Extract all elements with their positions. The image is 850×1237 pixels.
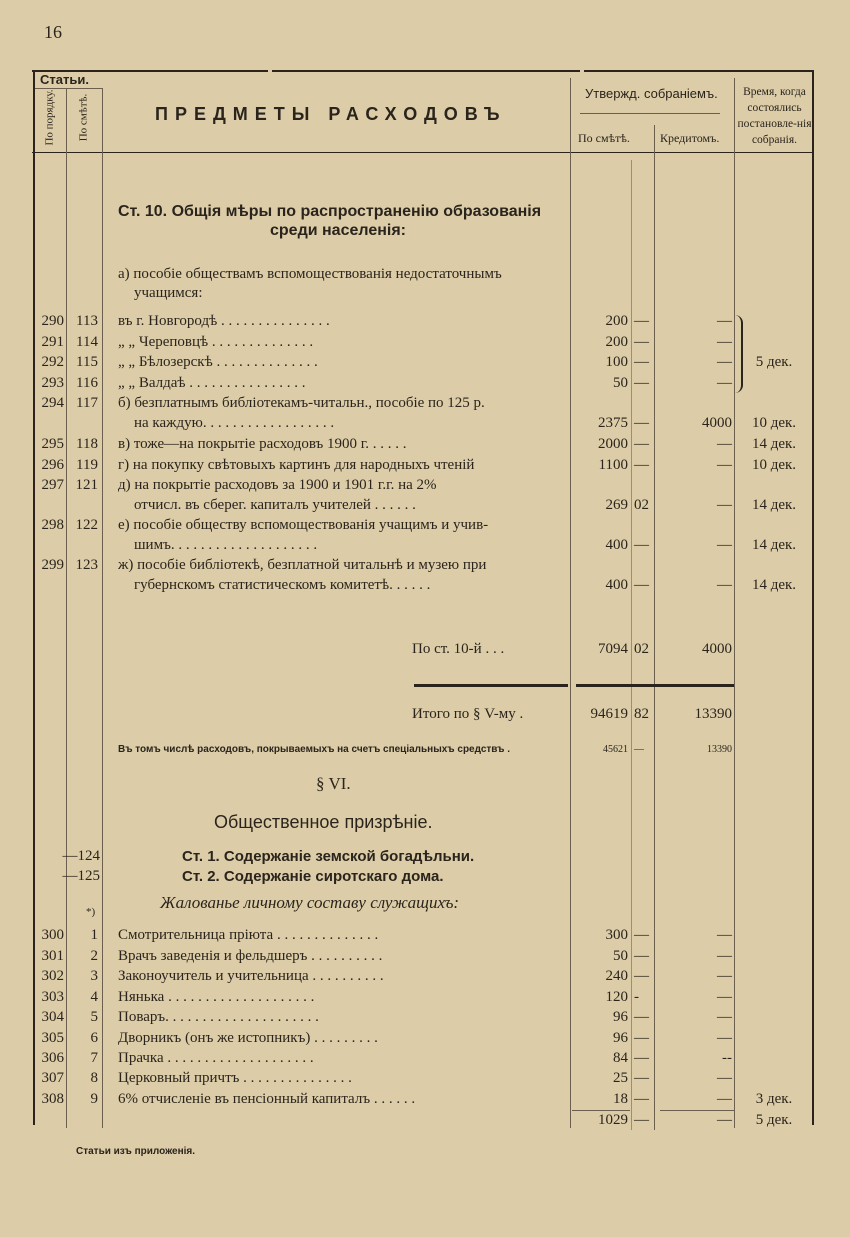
article-heading: Ст. 1. Содержаніе земской богадѣльни. xyxy=(182,848,475,865)
amount-kopecks: — xyxy=(634,577,649,593)
row-description: въ г. Новгородѣ . . . . . . . . . . . . . . . xyxy=(118,313,330,329)
row-description-continued: отчисл. въ сберег. капиталъ учителей . . . . . . xyxy=(134,497,416,513)
total-rub: 94619 xyxy=(590,706,628,722)
estimate-number: 6 xyxy=(90,1030,98,1046)
amount-kopecks: - xyxy=(634,989,639,1005)
amount-kopecks: — xyxy=(634,1009,649,1025)
row-number: 301 xyxy=(41,948,64,964)
amount-rubles: 100 xyxy=(605,354,628,370)
row-description: г) на покупку свѣтовыхъ картинъ для народныхъ чтеній xyxy=(118,457,475,473)
subtotal-rub: 7094 xyxy=(598,641,628,657)
section-heading: среди населенія: xyxy=(270,222,406,239)
row-number: 293 xyxy=(41,375,64,391)
credit-amount: — xyxy=(717,1030,732,1046)
row-description: в) тоже—на покрытіе расходовъ 1900 г. . . . . . xyxy=(118,436,407,452)
salary-subheading: Жалованье личному составу служащихъ: xyxy=(160,893,460,912)
amount-kopecks: — xyxy=(634,1030,649,1046)
row-number: 304 xyxy=(41,1009,64,1025)
estimate-number: 114 xyxy=(76,334,98,350)
page-title: ПРЕДМЕТЫ РАСХОДОВЪ xyxy=(155,104,507,124)
article-heading: Ст. 2. Содержаніе сиротскаго дома. xyxy=(182,868,444,885)
row-description-continued: губернскомъ статистическомъ комитетѣ. . . . . . xyxy=(134,577,431,593)
estimate-number: 4 xyxy=(90,989,98,1005)
subtotal-credit: 4000 xyxy=(702,641,732,657)
amount-rubles: 300 xyxy=(605,927,628,943)
estimate-number: 8 xyxy=(90,1070,98,1086)
footnote: Статьи изъ приложенія. xyxy=(76,1146,196,1157)
rule xyxy=(584,70,814,72)
credit-amount: — xyxy=(717,948,732,964)
row-number: 302 xyxy=(41,968,64,984)
subheading: а) пособіе обществамъ вспомоществованія недостаточнымъ xyxy=(118,266,502,282)
by-estimate-header: По смѣтѣ. xyxy=(77,93,90,142)
amount-rubles: 400 xyxy=(605,537,628,553)
estimate-number: 115 xyxy=(76,354,98,370)
section-total-row xyxy=(0,1112,850,1132)
section-title: Общественное призрѣніе. xyxy=(214,812,433,832)
credit-amount: — xyxy=(717,537,732,553)
estimate-number: 119 xyxy=(76,457,98,473)
row-description: Дворникъ (онъ же истопникъ) . . . . . . . . . xyxy=(118,1030,378,1046)
row-description: д) на покрытіе расходовъ за 1900 и 1901 г.г. на 2% xyxy=(118,477,437,493)
amount-kopecks: — xyxy=(634,1091,649,1107)
page-number: 16 xyxy=(44,22,62,42)
subtotal-label: По ст. 10-й . . . xyxy=(412,641,505,657)
by-order-header: По порядку. xyxy=(43,89,56,146)
table-row xyxy=(0,313,850,333)
table-row xyxy=(0,1091,850,1111)
row-number: 291 xyxy=(41,334,64,350)
amount-rubles: 2000 xyxy=(598,436,628,452)
table-row xyxy=(0,948,850,968)
amount-kopecks: — xyxy=(634,948,649,964)
bracket xyxy=(735,315,743,393)
row-description: Нянька . . . . . . . . . . . . . . . . . . . . xyxy=(118,989,315,1005)
rule xyxy=(32,152,814,153)
row-description-continued: шимъ. . . . . . . . . . . . . . . . . . . . xyxy=(134,537,318,553)
amount-rubles: 1100 xyxy=(598,457,628,473)
estimate-number: 123 xyxy=(75,557,98,573)
credit-amount: — xyxy=(717,927,732,943)
rule xyxy=(414,684,568,687)
resolution-date: 5 дек. xyxy=(755,354,793,370)
resolution-date: 14 дек. xyxy=(751,577,797,593)
amount-rubles: 2375 xyxy=(598,415,628,431)
credit-col-header: Кредитомъ. xyxy=(660,131,720,145)
special-kop: — xyxy=(634,744,644,755)
amount-rubles: 84 xyxy=(613,1050,628,1066)
amount-rubles: 18 xyxy=(613,1091,628,1107)
row-description: Врачъ заведенія и фельдшеръ . . . . . . . . . . xyxy=(118,948,383,964)
amount-rubles: 240 xyxy=(605,968,628,984)
amount-rubles: 400 xyxy=(605,577,628,593)
row-number: 307 xyxy=(41,1070,64,1086)
resolution-date: 14 дек. xyxy=(751,537,797,553)
section-total-rub: 1029 xyxy=(598,1112,628,1128)
table-row xyxy=(0,968,850,988)
amount-kopecks: — xyxy=(634,1070,649,1086)
amount-kopecks: — xyxy=(634,415,649,431)
estimate-number: 5 xyxy=(90,1009,98,1025)
row-number: 298 xyxy=(41,517,64,533)
table-row xyxy=(0,334,850,354)
estimate-number: 2 xyxy=(90,948,98,964)
row-description: Поваръ. . . . . . . . . . . . . . . . . . . . . xyxy=(118,1009,319,1025)
row-description: е) пособіе обществу вспомоществованія учащимъ и учив- xyxy=(118,517,489,533)
row-number: 306 xyxy=(41,1050,64,1066)
section-total-time: 5 дек. xyxy=(755,1112,793,1128)
row-number: 308 xyxy=(41,1091,64,1107)
row-description: Церковный причтъ . . . . . . . . . . . . . . . xyxy=(118,1070,352,1086)
amount-rubles: 269 xyxy=(605,497,628,513)
estimate-number: 122 xyxy=(75,517,98,533)
estimate-number: 121 xyxy=(75,477,98,493)
table-row xyxy=(0,557,850,593)
rule xyxy=(572,1110,630,1111)
amount-rubles: 200 xyxy=(605,334,628,350)
article-number: —124 xyxy=(62,848,100,864)
time-col-header: Время, когда состоялись постановле-нія собранія. xyxy=(737,86,812,146)
row-number: 303 xyxy=(41,989,64,1005)
row-description: ж) пособіе библіотекѣ, безплатной читальнѣ и музею при xyxy=(118,557,487,573)
table-row xyxy=(0,989,850,1009)
row-description: „ „ Череповцѣ . . . . . . . . . . . . . . xyxy=(118,334,314,350)
estimate-number: 117 xyxy=(76,395,98,411)
total-credit: 13390 xyxy=(694,706,732,722)
resolution-date: 14 дек. xyxy=(751,436,797,452)
amount-kopecks: — xyxy=(634,537,649,553)
paragraph-number: § VI. xyxy=(316,774,351,793)
amount-kopecks: — xyxy=(634,313,649,329)
subheading: учащимся: xyxy=(134,285,203,301)
row-description: Законоучитель и учительница . . . . . . . . . . xyxy=(118,968,384,984)
credit-amount: — xyxy=(717,375,732,391)
credit-amount: -- xyxy=(722,1050,732,1066)
amount-rubles: 25 xyxy=(613,1070,628,1086)
amount-kopecks: — xyxy=(634,375,649,391)
rule xyxy=(660,1110,734,1111)
amount-rubles: 200 xyxy=(605,313,628,329)
amount-rubles: 120 xyxy=(605,989,628,1005)
row-description-continued: на каждую. . . . . . . . . . . . . . . . . . xyxy=(134,415,335,431)
special-rub: 45621 xyxy=(603,744,628,755)
amount-kopecks: — xyxy=(634,968,649,984)
row-number: 299 xyxy=(41,557,64,573)
row-description: 6% отчисленіе въ пенсіонный капиталъ . . . . . . xyxy=(118,1091,416,1107)
amount-kopecks: 02 xyxy=(634,497,649,513)
credit-amount: — xyxy=(717,989,732,1005)
row-description: б) безплатнымъ библіотекамъ-читальн., пособіе по 125 р. xyxy=(118,395,485,411)
credit-amount: — xyxy=(717,968,732,984)
estimate-number: 113 xyxy=(76,313,98,329)
amount-kopecks: — xyxy=(634,927,649,943)
row-number: 305 xyxy=(41,1030,64,1046)
credit-amount: — xyxy=(717,334,732,350)
table-row xyxy=(0,477,850,513)
total-kop: 82 xyxy=(634,706,649,722)
section-total-credit: — xyxy=(717,1112,732,1128)
amount-kopecks: — xyxy=(634,457,649,473)
credit-amount: — xyxy=(717,1009,732,1025)
credit-amount: — xyxy=(717,1091,732,1107)
amount-rubles: 50 xyxy=(613,375,628,391)
table-row xyxy=(0,517,850,553)
estimate-col-header: По смѣтѣ. xyxy=(578,131,630,145)
table-row xyxy=(0,1050,850,1070)
row-number: 290 xyxy=(41,313,64,329)
table-row xyxy=(0,354,850,374)
row-description: Смотрительница пріюта . . . . . . . . . . . . . . xyxy=(118,927,379,943)
table-row xyxy=(0,457,850,477)
amount-kopecks: — xyxy=(634,436,649,452)
rule xyxy=(272,70,580,72)
row-number: 296 xyxy=(41,457,64,473)
amount-kopecks: — xyxy=(634,1050,649,1066)
special-credit: 13390 xyxy=(707,744,732,755)
approved-header: Утвержд. собраніемъ. xyxy=(585,86,718,101)
row-description: „ „ Бѣлозерскѣ . . . . . . . . . . . . . . xyxy=(118,354,318,370)
estimate-number: 118 xyxy=(76,436,98,452)
credit-amount: — xyxy=(717,313,732,329)
estimate-number: 7 xyxy=(90,1050,98,1066)
subtotal-row xyxy=(0,641,850,661)
credit-amount: — xyxy=(717,436,732,452)
special-funds-row xyxy=(0,744,850,764)
resolution-date: 10 дек. xyxy=(751,457,797,473)
table-row xyxy=(0,1070,850,1090)
footnote-mark: *) xyxy=(86,906,96,918)
table-row xyxy=(0,436,850,456)
table-row xyxy=(0,927,850,947)
resolution-date: 10 дек. xyxy=(751,415,797,431)
estimate-number: 3 xyxy=(90,968,98,984)
section-heading: Ст. 10. Общія мѣры по распространенію образованія xyxy=(118,203,542,220)
total-row xyxy=(0,706,850,726)
table-row xyxy=(0,1009,850,1029)
credit-amount: 4000 xyxy=(702,415,732,431)
estimate-number: 116 xyxy=(76,375,98,391)
credit-amount: — xyxy=(717,354,732,370)
row-number: 295 xyxy=(41,436,64,452)
rule xyxy=(580,113,720,114)
amount-kopecks: — xyxy=(634,334,649,350)
estimate-number: 9 xyxy=(90,1091,98,1107)
amount-kopecks: — xyxy=(634,354,649,370)
subtotal-kop: 02 xyxy=(634,641,649,657)
estimate-number: 1 xyxy=(90,927,98,943)
table-row xyxy=(0,395,850,431)
table-row xyxy=(0,375,850,395)
credit-amount: — xyxy=(717,1070,732,1086)
row-description: „ „ Валдаѣ . . . . . . . . . . . . . . . . xyxy=(118,375,306,391)
amount-rubles: 50 xyxy=(613,948,628,964)
table-row xyxy=(0,1030,850,1050)
row-description: Прачка . . . . . . . . . . . . . . . . . . . . xyxy=(118,1050,314,1066)
article-number: —125 xyxy=(62,868,100,884)
total-label: Итого по § V-му . xyxy=(412,706,524,722)
special-label: Въ томъ числѣ расходовъ, покрываемыхъ на счетъ спеціальныхъ средствъ . xyxy=(118,744,511,755)
resolution-date: 3 дек. xyxy=(755,1091,793,1107)
row-number: 292 xyxy=(41,354,64,370)
credit-amount: — xyxy=(717,457,732,473)
resolution-date: 14 дек. xyxy=(751,497,797,513)
row-number: 300 xyxy=(41,927,64,943)
articles-header: Статьи. xyxy=(40,72,89,87)
amount-rubles: 96 xyxy=(613,1009,628,1025)
credit-amount: — xyxy=(717,497,732,513)
credit-amount: — xyxy=(717,577,732,593)
row-number: 297 xyxy=(41,477,64,493)
row-number: 294 xyxy=(41,395,64,411)
rule xyxy=(576,684,734,687)
amount-rubles: 96 xyxy=(613,1030,628,1046)
section-total-kop: — xyxy=(634,1112,649,1128)
